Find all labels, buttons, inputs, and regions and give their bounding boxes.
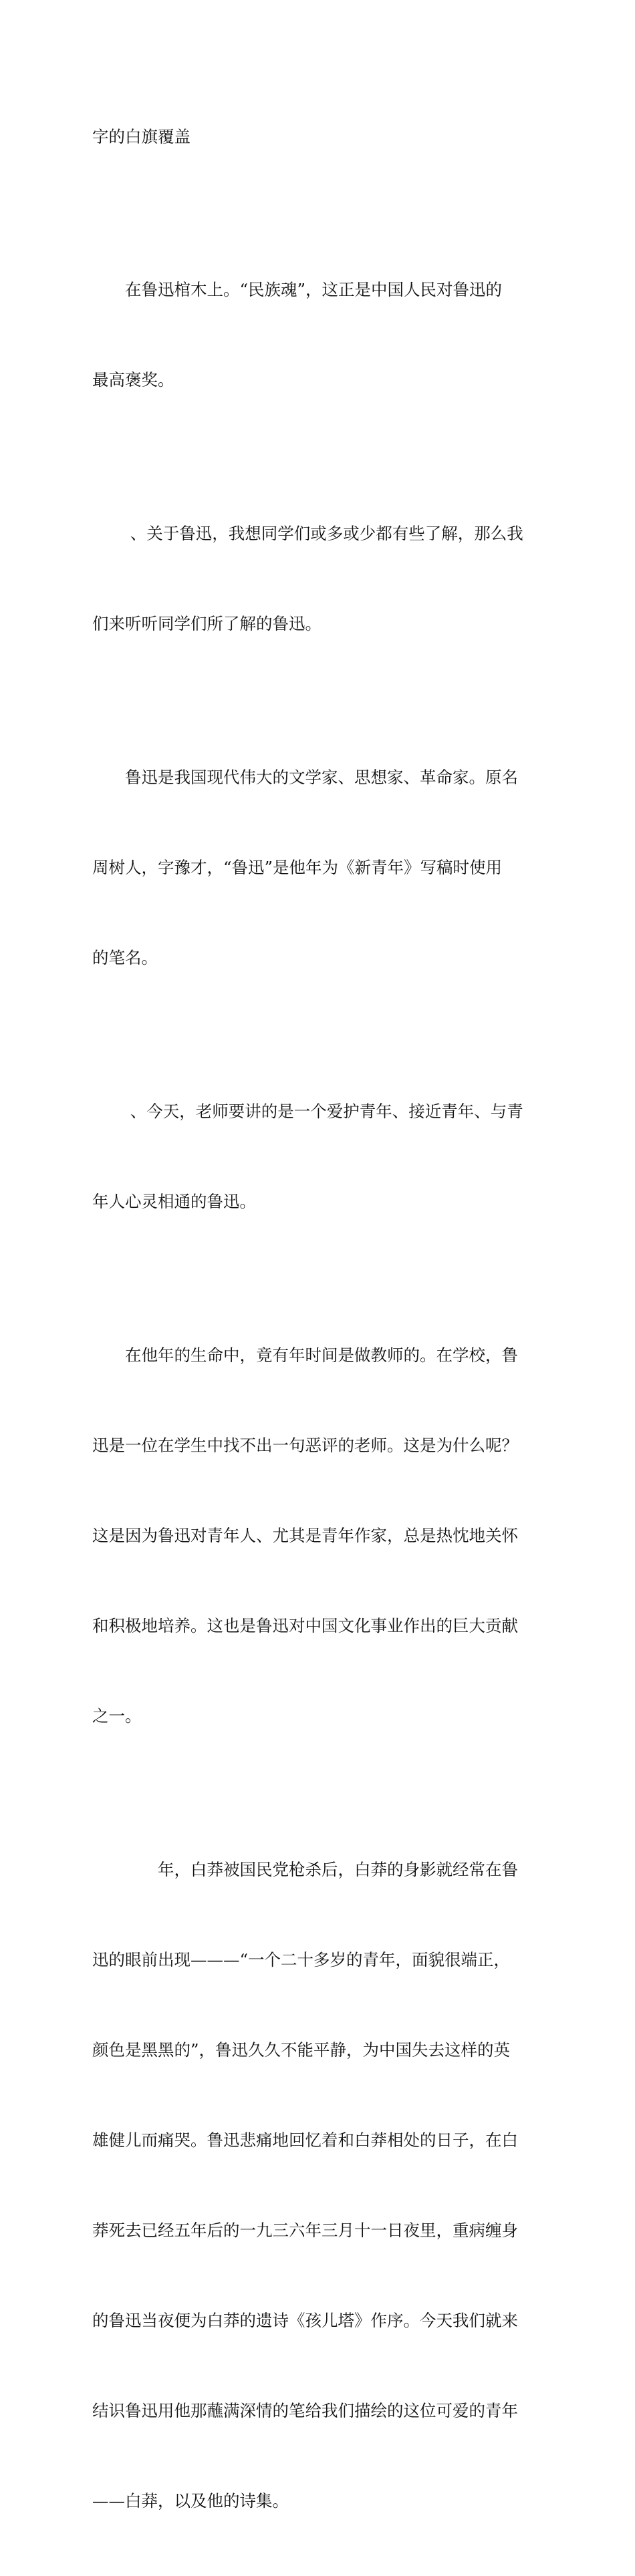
- text-line: 的笔名。: [92, 948, 158, 967]
- text-line: 颜色是黑黑的”，鲁迅久久不能平静，为中国失去这样的英: [92, 2040, 511, 2060]
- text-line: 之一。: [92, 1706, 142, 1726]
- text-line: 年，白莽被国民党枪杀后，白莽的身影就经常在鲁: [92, 1860, 518, 1879]
- text-line: 在他年的生命中，竟有年时间是做教师的。在学校，鲁: [92, 1345, 518, 1365]
- text-line: 、今天，老师要讲的是一个爱护青年、接近青年、与青: [92, 1102, 523, 1121]
- text-line: 在鲁迅棺木上。“民族魂”，这正是中国人民对鲁迅的: [92, 280, 503, 299]
- paragraph-2: [92, 214, 549, 455]
- text-line: 这是因为鲁迅对青年人、尤其是青年作家，总是热忱地关怀: [92, 1526, 518, 1545]
- paragraph-6: [92, 1280, 549, 1791]
- text-line: 迅是一位在学生中找不出一句恶评的老师。这是为什么呢？: [92, 1436, 518, 1455]
- text-line: 雄健儿而痛哭。鲁迅悲痛地回忆着和白莽相处的日子，在白: [92, 2130, 518, 2150]
- text-line: ——白莽，以及他的诗集。: [92, 2491, 289, 2511]
- text-line: 的鲁迅当夜便为白莽的遗诗《孩儿塔》作序。今天我们就来: [92, 2311, 518, 2330]
- text-line: 莽死去已经五年后的一九三六年三月十一日夜里，重病缠身: [92, 2221, 518, 2240]
- paragraph-5: [92, 1036, 549, 1277]
- text-line: 鲁迅是我国现代伟大的文学家、思想家、革命家。原名: [92, 768, 518, 787]
- document-body: [92, 61, 549, 2576]
- text-line: 们来听听同学们所了解的鲁迅。: [92, 614, 322, 633]
- paragraph-7: [92, 1794, 549, 2576]
- text-line: 字的白旗覆盖: [92, 127, 190, 146]
- paragraph-1: [92, 61, 549, 212]
- paragraph-3: [92, 458, 549, 699]
- text-line: 结识鲁迅用他那蘸满深情的笔给我们描绘的这位可爱的青年: [92, 2401, 518, 2420]
- text-line: 年人心灵相通的鲁迅。: [92, 1192, 256, 1211]
- text-line: 迅的眼前出现———“一个二十多岁的青年，面貌很端正，: [92, 1950, 511, 1969]
- text-line: 最高褒奖。: [92, 370, 174, 389]
- text-line: 和积极地培养。这也是鲁迅对中国文化事业作出的巨大贡献: [92, 1616, 518, 1635]
- paragraph-4: [92, 702, 549, 1033]
- text-line: 、关于鲁迅，我想同学们或多或少都有些了解，那么我: [92, 524, 523, 543]
- text-line: 周树人，字豫才，“鲁迅”是他年为《新青年》写稿时使用: [92, 858, 503, 877]
